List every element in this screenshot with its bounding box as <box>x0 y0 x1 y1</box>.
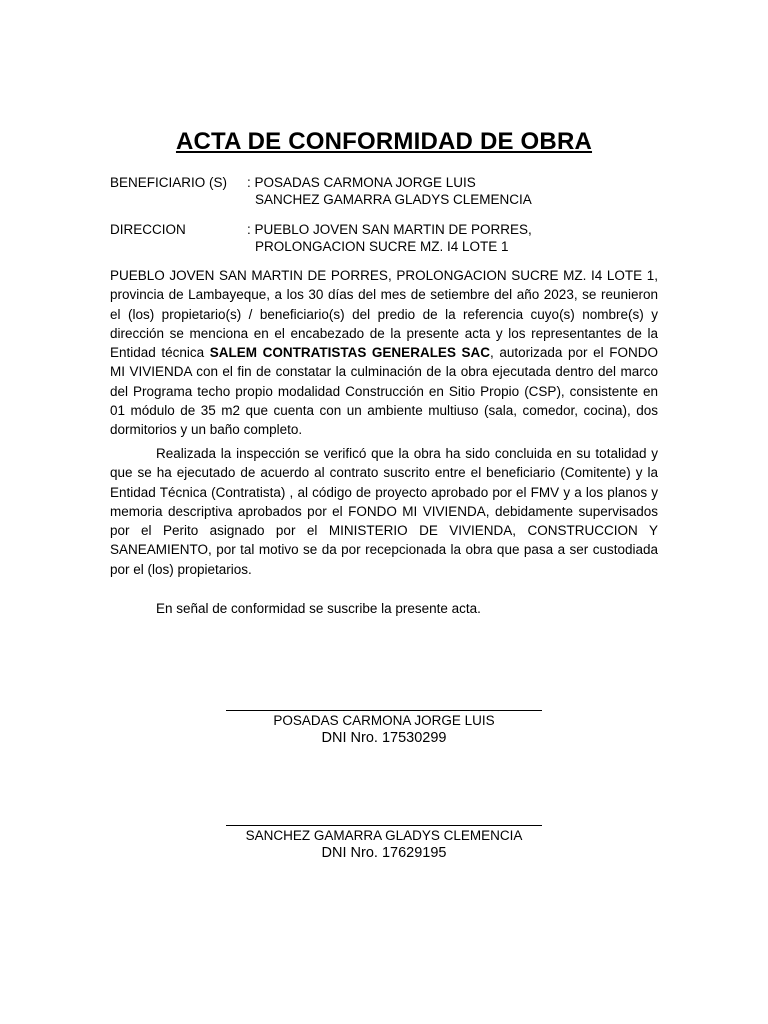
signature-block-2 <box>226 825 542 862</box>
signature-line <box>226 710 542 711</box>
paragraph-1-part-1: PUEBLO JOVEN SAN MARTIN DE PORRES, PROLONGACION SUCRE MZ. I4 LOTE 1, provincia de Lambayeque, a los 30 días del mes de setiembre del año 2023, se reunieron el (los) propietario(s) / beneficiario(s) del predio de la referencia cuyo(s) nombre(s) y dirección se menciona en el encabezado de la presente acta y los representantes de la Entidad técnica <box>110 268 658 361</box>
signatory-name: SANCHEZ GAMARRA GLADYS CLEMENCIA <box>245 828 523 843</box>
document-title: ACTA DE CONFORMIDAD DE OBRA <box>175 128 593 155</box>
signatory-dni: DNI Nro. 17530299 <box>321 730 447 746</box>
direccion-label: DIRECCION <box>110 222 186 237</box>
beneficiario-line-2: SANCHEZ GAMARRA GLADYS CLEMENCIA <box>255 192 532 207</box>
beneficiario-value <box>247 174 532 208</box>
closing-sentence: En señal de conformidad se suscribe la presente acta. <box>156 601 481 616</box>
direccion-line-2: PROLONGACION SUCRE MZ. I4 LOTE 1 <box>255 239 509 254</box>
paragraph-1-part-2: , autorizada por el FONDO MI VIVIENDA con el fin de constatar la culminación de la obra ejecutada dentro del marco del Programa techo propio modalidad Construcción en Sitio Propio (CSP), consistente en 01 módulo de 35 m2 que cuenta con un ambiente multiuso (sala, comedor, cocina), dos dormitorios y un baño completo. <box>110 345 658 438</box>
signature-block-1 <box>226 710 542 747</box>
direccion-line-1: : PUEBLO JOVEN SAN MARTIN DE PORRES, <box>247 222 532 237</box>
signatory-name: POSADAS CARMONA JORGE LUIS <box>273 713 495 728</box>
beneficiario-line-1: : POSADAS CARMONA JORGE LUIS <box>247 175 476 190</box>
paragraph-1 <box>110 266 658 440</box>
entity-name: SALEM CONTRATISTAS GENERALES SAC <box>209 345 491 361</box>
paragraph-2: Realizada la inspección se verificó que la obra ha sido concluida en su totalidad y que se ha ejecutado de acuerdo al contrato suscrito entre el beneficiario (Comitente) y la Entidad Técnica (Contratista) , al código de proyecto aprobado por el FMV y a los planos y memoria descriptiva aprobados por el FONDO MI VIVIENDA, debidamente supervisados por el Perito asignado por el MINISTERIO DE VIVIENDA, CONSTRUCCION Y SANEAMIENTO, por tal motivo se da por recepcionada la obra que pasa a ser custodiada por el (los) propietarios. <box>110 446 658 577</box>
beneficiario-label: BENEFICIARIO (S) <box>110 175 228 190</box>
direccion-value <box>247 221 532 255</box>
signatory-dni: DNI Nro. 17629195 <box>321 845 447 861</box>
signature-line <box>226 825 542 826</box>
